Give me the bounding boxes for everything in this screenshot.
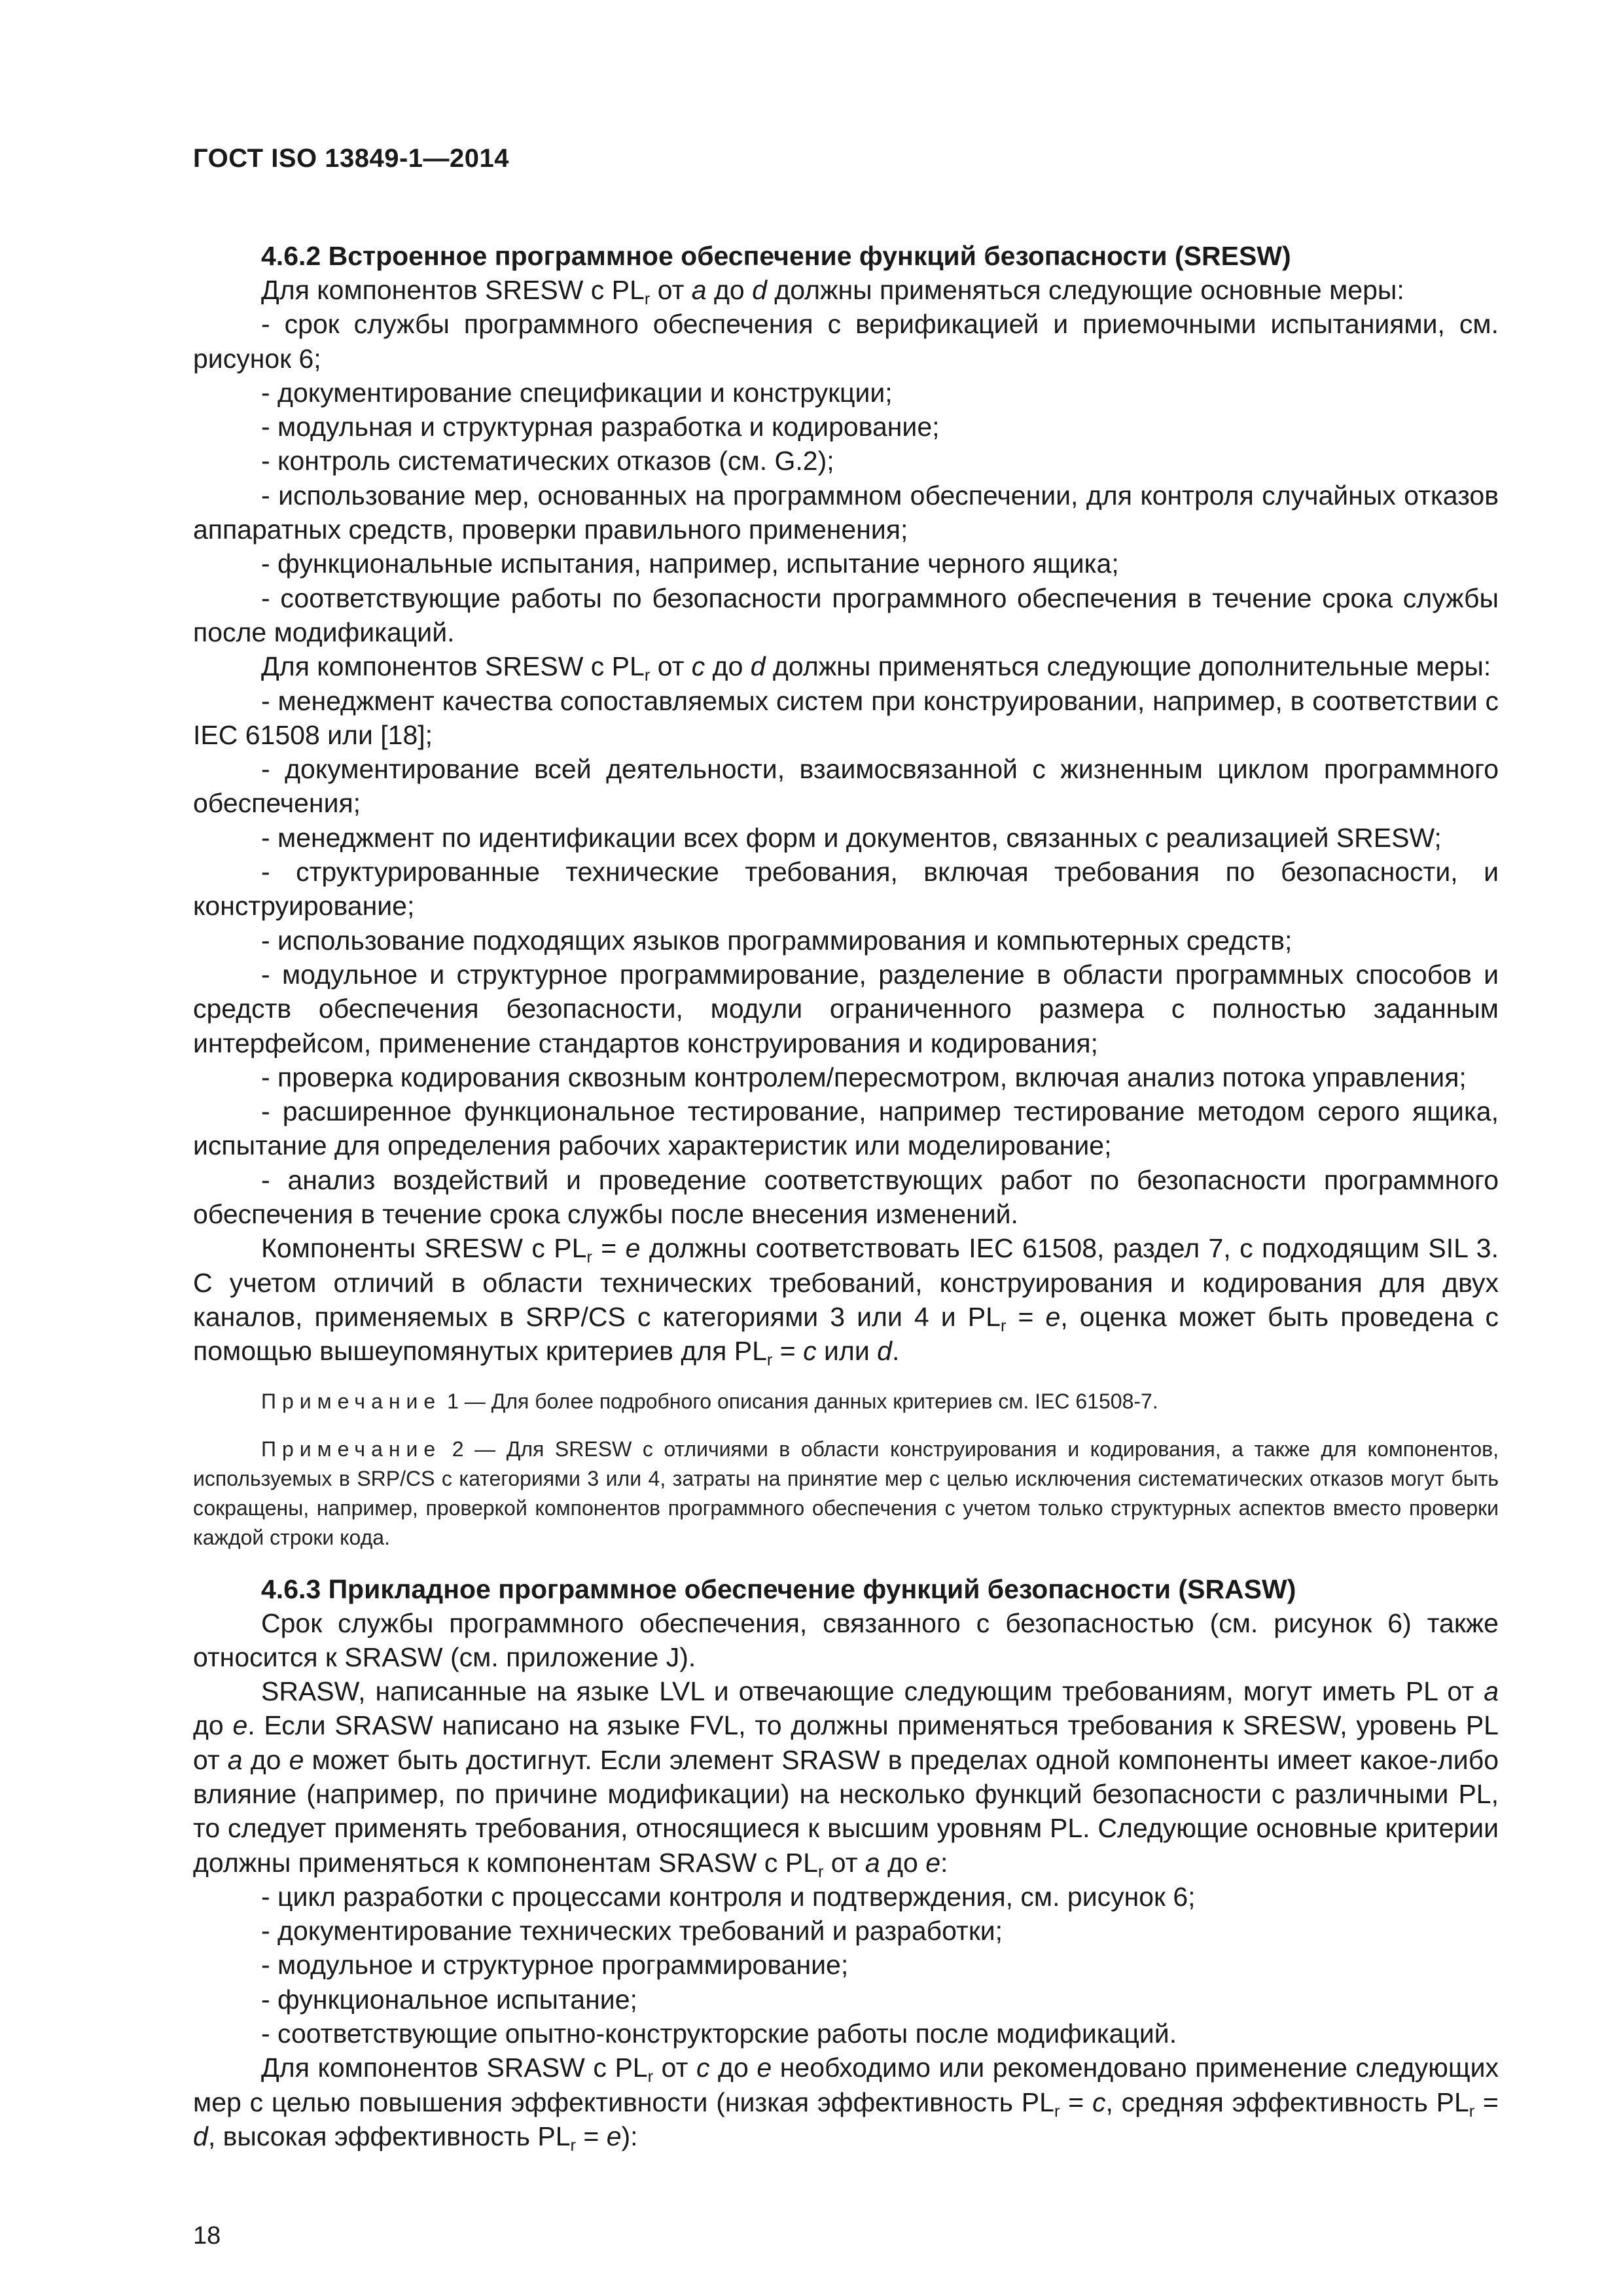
document-header: ГОСТ ISO 13849-1—2014 <box>193 144 509 173</box>
list-item: - функциональные испытания, например, испытание черного ящика; <box>261 548 1119 579</box>
list-item: - менеджмент качества сопоставляемых систем при конструировании, например, в соответствии с IEC 61508 или [18]; <box>193 685 1499 750</box>
list-item: - срок службы программного обеспечения с верификацией и приемочными испытаниями, см. рисунок 6; <box>193 309 1499 374</box>
paragraph-srasw-2: SRASW, написанные на языке LVL и отвечающие следующим требованиям, могут иметь PL от a до e. Если SRASW написано на языке FVL, то должны применяться требования к SRESW, уровень PL от a до e может быть достигнут. Если элемент SRASW в пределах одной компоненты имеет какое-либо влияние (например, по причине модификации) на несколько функций безопасности с различными PL, то следует применять требования, относящиеся к высшим уровням PL. Следующие основные критерии должны применяться к компонентам SRASW с $PL_r$ от a до e: <box>193 1676 1499 1881</box>
list-item: - цикл разработки с процессами контроля и подтверждения, см. рисунок 6; <box>261 1881 1196 1912</box>
section-heading-sresw: 4.6.2 Встроенное программное обеспечение функций безопасности (SRESW) <box>261 241 1291 271</box>
page-number: 18 <box>193 2222 221 2250</box>
list-item: - соответствующие работы по безопасности программного обеспечения в течение срока службы после модификаций. <box>193 583 1499 647</box>
document-page <box>193 144 1499 2153</box>
list-item: - анализ воздействий и проведение соответствующих работ по безопасности программного обеспечения в течение срока службы после внесения изменений. <box>193 1164 1499 1230</box>
list-item: - контроль систематических отказов (см. G.2); <box>261 446 834 476</box>
paragraph-sresw-intro: Для компонентов SRESW с $PL_r$ от a до d должны применяться следующие основные меры: <box>261 275 1404 309</box>
list-item: - проверка кодирования сквозным контролем/пересмотром, включая анализ потока управления; <box>261 1062 1467 1092</box>
list-item: - использование подходящих языков программирования и компьютерных средств; <box>261 925 1293 956</box>
paragraph-srasw-3: Для компонентов SRASW с $PL_r$ от c до e необходимо или рекомендовано применение следующих мер с целью повышения эффективности (низкая эффективность $PL_r = c$, средняя эффективность $PL_r = d$, высокая эффективность $PL_r = e$): <box>193 2053 1499 2155</box>
list-item: - менеджмент по идентификации всех форм и документов, связанных с реализацией SRESW; <box>261 822 1442 853</box>
list-item: - функциональное испытание; <box>261 1984 637 2015</box>
list-item: - модульное и структурное программирование, разделение в области программных способов и средств обеспечения безопасности, модули ограниченного размера с полностью заданным интерфейсом, применение стандартов конструирования и кодирования; <box>193 959 1499 1058</box>
note-1: Примечание 1 — Для более подробного описания данных критериев см. IEC 61508-7. <box>261 1389 1158 1413</box>
paragraph-srasw-1: Срок службы программного обеспечения, связанного с безопасностью (см. рисунок 6) также относится к SRASW (см. приложение J). <box>193 1607 1499 1672</box>
note-label: Примечание <box>261 1389 442 1413</box>
paragraph-sresw-intro2: Для компонентов SRESW с $PL_r$ от c до d должны применяться следующие дополнительные меры: <box>261 651 1491 685</box>
list-item: - модульное и структурное программирование; <box>261 1950 849 1981</box>
note-label: Примечание <box>261 1437 442 1461</box>
note-2: Примечание 2 — Для SRESW с отличиями в области конструирования и кодирования, а также для компонентов, используемых в SRP/CS с категориями 3 или 4, затраты на принятие мер с целью исключения систематических отказов могут быть сокращены, например, проверкой компонентов программного обеспечения с учетом только структурных аспектов вместо проверки каждой строки кода. <box>193 1437 1499 1549</box>
list-item: - документирование всей деятельности, взаимосвязанной с жизненным циклом программного обеспечения; <box>193 754 1499 819</box>
list-item: - структурированные технические требования, включая требования по безопасности, и конструирование; <box>193 857 1499 922</box>
list-item: - соответствующие опытно-конструкторские работы после модификаций. <box>261 2018 1177 2049</box>
list-item: - документирование технических требований и разработки; <box>261 1916 1003 1946</box>
paragraph-sresw-final: Компоненты SRESW с $PL_r = e$ должны соответствовать IEC 61508, раздел 7, с подходящим SIL 3. С учетом отличий в области технических требований, конструирования и кодирования для двух каналов, применяемых в SRP/CS с категориями 3 или 4 и $PL_r = e$, оценка может быть проведена с помощью вышеупомянутых критериев для $PL_r = c$ или d. <box>193 1233 1499 1370</box>
list-item: - использование мер, основанных на программном обеспечении, для контроля случайных отказов аппаратных средств, проверки правильного применения; <box>193 480 1499 545</box>
list-item: - документирование спецификации и конструкции; <box>261 377 893 408</box>
list-item: - модульная и структурная разработка и кодирование; <box>261 412 940 442</box>
section-heading-srasw: 4.6.3 Прикладное программное обеспечение функций безопасности (SRASW) <box>261 1573 1296 1604</box>
list-item: - расширенное функциональное тестирование, например тестирование методом серого ящика, испытание для определения рабочих характеристик или моделирование; <box>193 1096 1499 1161</box>
